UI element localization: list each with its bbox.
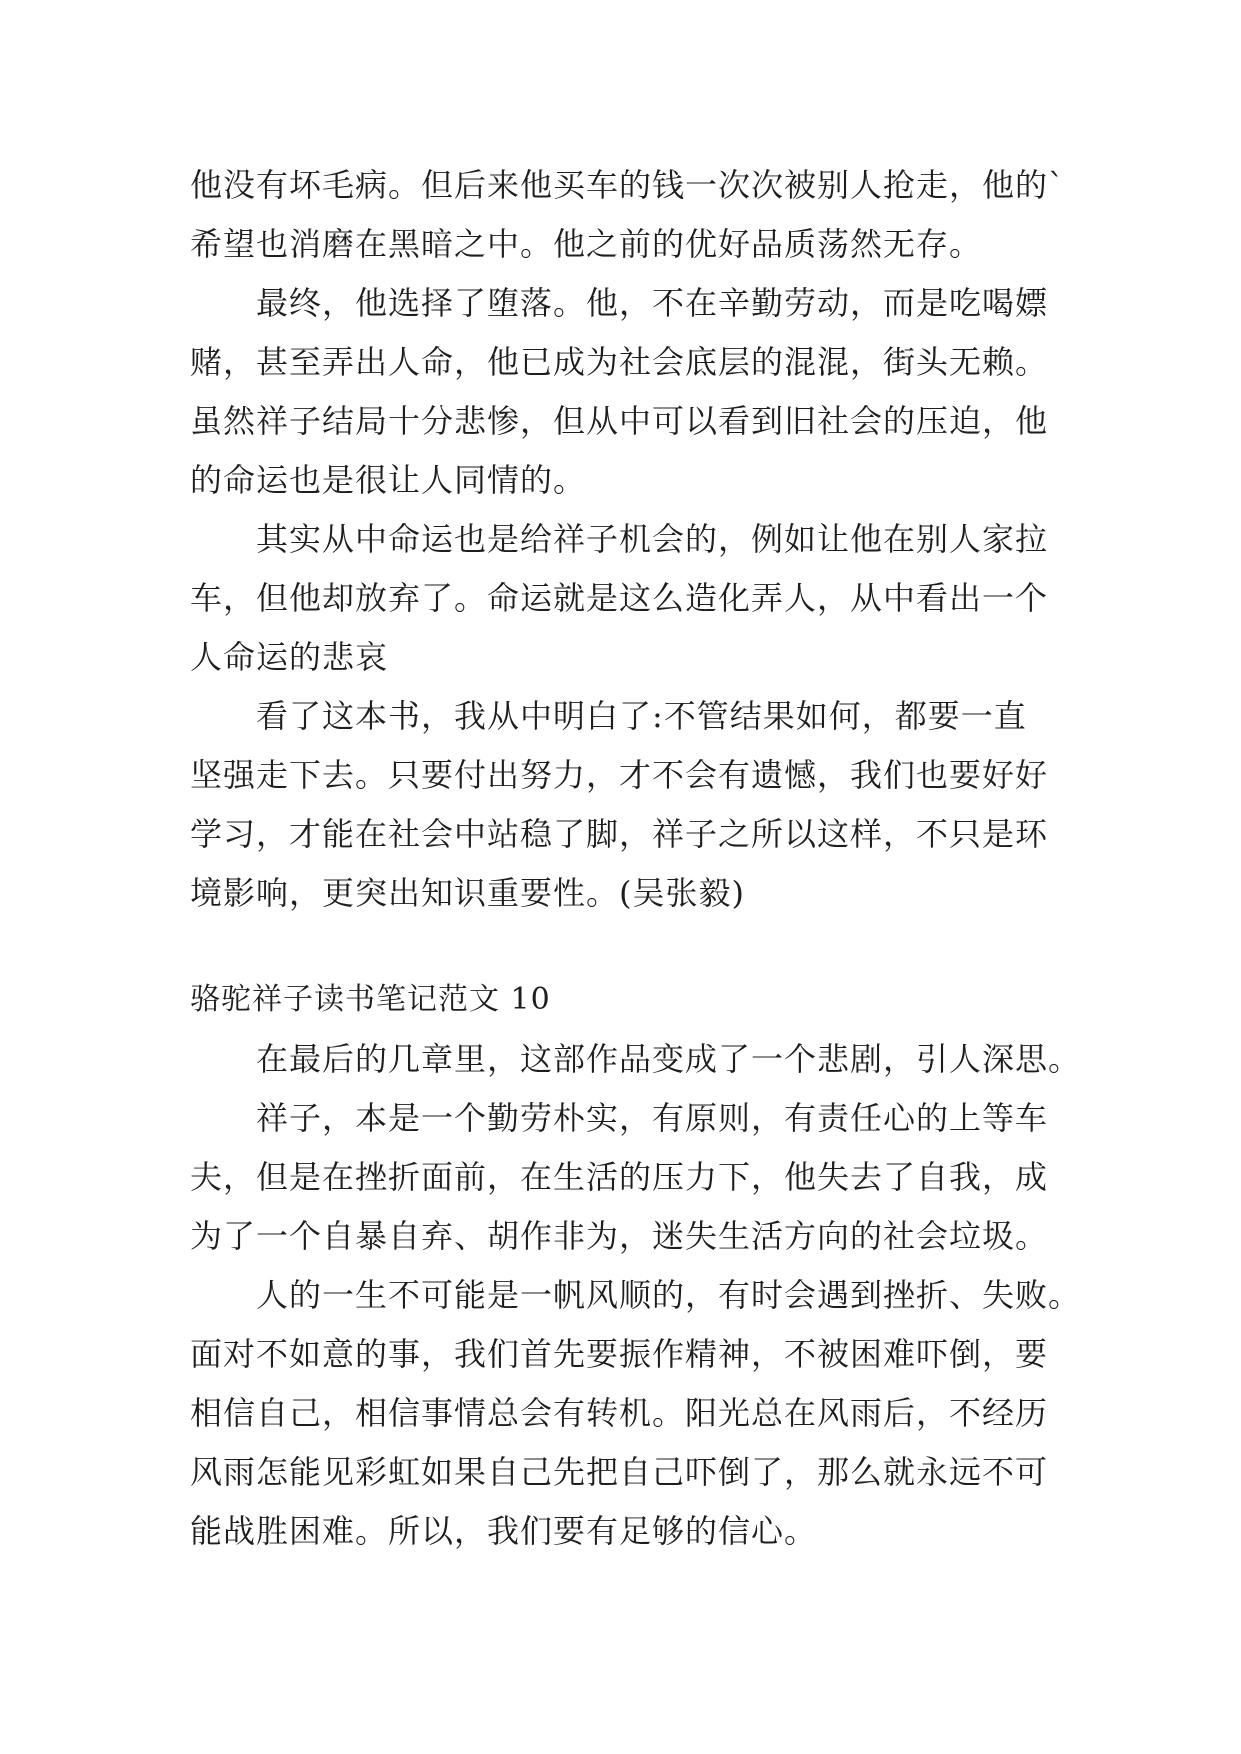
text-line: 他没有坏毛病。但后来他买车的钱一次次被别人抢走，他的` [190, 166, 1066, 204]
text-line: 希望也消磨在黑暗之中。他之前的优好品质荡然无存。 [190, 225, 983, 263]
text-line: 相信自己，相信事情总会有转机。阳光总在风雨后，不经历 [190, 1394, 1049, 1432]
text-line: 赌，甚至弄出人命，他已成为社会底层的混混，街头无赖。 [190, 343, 1049, 381]
paragraph-first-line: 最终，他选择了堕落。他，不在辛勤劳动，而是吃喝嫖 [256, 284, 1049, 322]
text-line: 的命运也是很让人同情的。 [190, 461, 587, 499]
text-line: 能战胜困难。所以，我们要有足够的信心。 [190, 1512, 818, 1550]
paragraph-first-line: 在最后的几章里，这部作品变成了一个悲剧，引人深思。 [256, 1040, 1082, 1078]
text-line: 虽然祥子结局十分悲惨，但从中可以看到旧社会的压迫，他 [190, 402, 1049, 440]
paragraph-first-line: 其实从中命运也是给祥子机会的，例如让他在别人家拉 [256, 520, 1049, 558]
text-line: 为了一个自暴自弃、胡作非为，迷失生活方向的社会垃圾。 [190, 1217, 1049, 1255]
paragraph-first-line: 看了这本书，我从中明白了:不管结果如何，都要一直 [256, 697, 1027, 735]
section-title: 骆驼祥子读书笔记范文 10 [190, 982, 551, 1017]
text-line: 夫，但是在挫折面前，在生活的压力下，他失去了自我，成 [190, 1158, 1049, 1196]
paragraph-first-line: 人的一生不可能是一帆风顺的，有时会遇到挫折、失败。 [256, 1276, 1082, 1314]
text-line: 风雨怎能见彩虹如果自己先把自己吓倒了，那么就永远不可 [190, 1453, 1049, 1491]
text-line: 人命运的悲哀 [190, 638, 389, 676]
paragraph-first-line: 祥子，本是一个勤劳朴实，有原则，有责任心的上等车 [256, 1099, 1049, 1137]
text-line: 境影响，更突出知识重要性。(吴张毅) [190, 874, 745, 912]
text-line: 车，但他却放弃了。命运就是这么造化弄人，从中看出一个 [190, 579, 1049, 617]
text-line: 学习，才能在社会中站稳了脚，祥子之所以这样，不只是环 [190, 815, 1049, 853]
text-line: 面对不如意的事，我们首先要振作精神，不被困难吓倒，要 [190, 1335, 1049, 1373]
text-line: 坚强走下去。只要付出努力，才不会有遗憾，我们也要好好 [190, 756, 1049, 794]
